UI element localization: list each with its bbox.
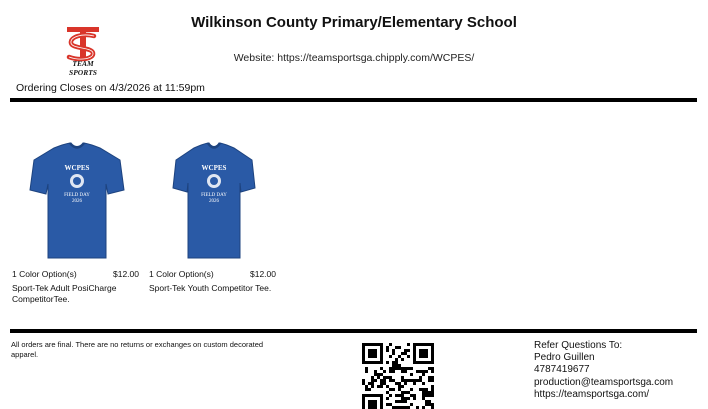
print-line-3: 2026 [209,199,219,204]
color-options: 1 Color Option(s) [149,269,214,279]
adult-tee-image[interactable] [12,138,142,264]
youth-tee-image[interactable] [149,138,279,264]
qr-code[interactable] [362,343,434,409]
print-line-1: WCPES [201,164,227,172]
qr-code-icon [362,343,434,409]
header-divider [10,98,697,102]
disclaimer-text: All orders are final. There are no returns or exchanges on custom decorated apparel. [11,340,264,359]
print-line-1: WCPES [64,164,90,172]
product-name[interactable]: Sport-Tek Youth Competitor Tee. [149,283,272,293]
ordering-closes: Ordering Closes on 4/3/2026 at 11:59pm [16,82,205,94]
store-website: Website: https://teamsportsga.chipply.com/WCPES/ [233,52,475,64]
product-name[interactable]: Sport-Tek Adult PosiCharge CompetitorTee. [12,283,117,304]
print-line-3: 2026 [72,199,82,204]
print-line-2: FIELD DAY [201,193,227,198]
product-options-row [12,269,139,279]
product-options-row [149,269,276,279]
contact-block [534,340,673,401]
color-options: 1 Color Option(s) [12,269,77,279]
contact-url[interactable]: https://teamsportsga.com/ [534,388,650,400]
contact-email[interactable]: production@teamsportsga.com [534,376,674,388]
contact-phone[interactable]: 4787419677 [534,364,590,376]
contact-heading: Refer Questions To: [534,340,623,351]
contact-name: Pedro Guillen [534,352,595,364]
logo-caption: TEAM SPORTS [69,59,97,77]
product-price: $12.00 [113,269,139,279]
product-price: $12.00 [250,269,276,279]
school-title: Wilkinson County Primary/Elementary School [191,14,517,31]
footer-divider [10,329,697,333]
print-line-2: FIELD DAY [64,193,90,198]
